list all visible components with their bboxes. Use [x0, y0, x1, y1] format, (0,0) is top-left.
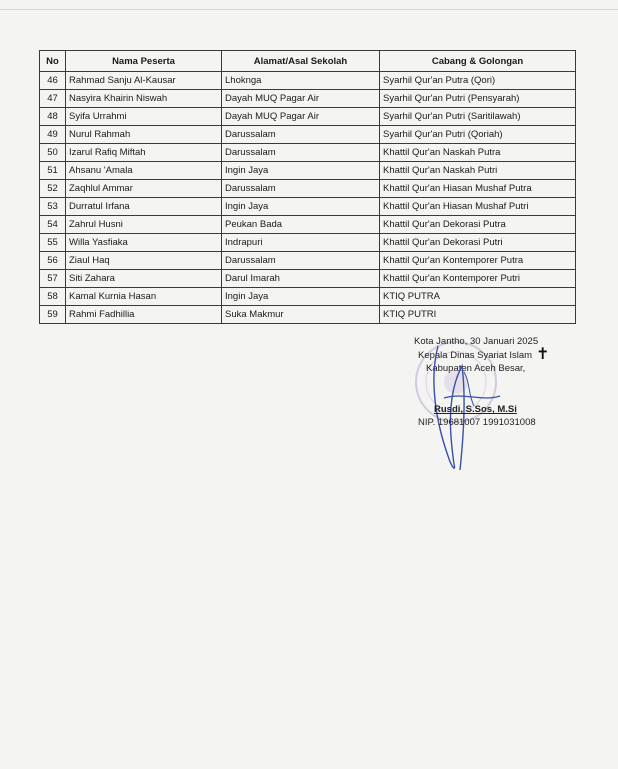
- table-row: [40, 288, 576, 306]
- cell-branch: Khattil Qur'an Dekorasi Putri: [380, 234, 576, 252]
- cell-branch: Syarhil Qur'an Putra (Qori): [380, 72, 576, 90]
- header-no: No: [40, 51, 66, 72]
- table-row: [40, 162, 576, 180]
- cell-name: Zahrul Husni: [66, 216, 222, 234]
- cell-name: Nasyira Khairin Niswah: [66, 90, 222, 108]
- signature-block: [404, 336, 574, 486]
- cell-branch: Khattil Qur'an Dekorasi Putra: [380, 216, 576, 234]
- cell-address: Suka Makmur: [222, 306, 380, 324]
- cell-address: Dayah MUQ Pagar Air: [222, 90, 380, 108]
- cell-address: Lhoknga: [222, 72, 380, 90]
- cell-no: 54: [40, 216, 66, 234]
- cell-address: Ingin Jaya: [222, 288, 380, 306]
- cell-name: Kamal Kurnia Hasan: [66, 288, 222, 306]
- table-row: [40, 180, 576, 198]
- cell-no: 46: [40, 72, 66, 90]
- cell-name: Ziaul Haq: [66, 252, 222, 270]
- table-row: [40, 144, 576, 162]
- signature-date-line: Kota Jantho, 30 Januari 2025: [414, 336, 539, 347]
- cell-name: Siti Zahara: [66, 270, 222, 288]
- table-row: [40, 270, 576, 288]
- cell-branch: Syarhil Qur'an Putri (Qoriah): [380, 126, 576, 144]
- cell-address: Ingin Jaya: [222, 198, 380, 216]
- cell-no: 59: [40, 306, 66, 324]
- cell-address: Darussalam: [222, 252, 380, 270]
- cell-branch: Syarhil Qur'an Putri (Saritilawah): [380, 108, 576, 126]
- page-top-rule: [0, 9, 618, 10]
- signature-stroke-loop: [464, 372, 474, 406]
- cell-branch: KTIQ PUTRI: [380, 306, 576, 324]
- cell-address: Darussalam: [222, 144, 380, 162]
- cell-address: Darussalam: [222, 180, 380, 198]
- table-row: [40, 252, 576, 270]
- cell-branch: Khattil Qur'an Naskah Putra: [380, 144, 576, 162]
- cell-name: Durratul Irfana: [66, 198, 222, 216]
- cell-no: 47: [40, 90, 66, 108]
- cell-name: Izarul Rafiq Miftah: [66, 144, 222, 162]
- cell-branch: Khattil Qur'an Kontemporer Putra: [380, 252, 576, 270]
- cell-no: 48: [40, 108, 66, 126]
- cell-name: Zaqhlul Ammar: [66, 180, 222, 198]
- table-row: [40, 108, 576, 126]
- participant-table: [39, 50, 576, 324]
- table-row: [40, 306, 576, 324]
- signature-role-line: Kepala Dinas Syariat Islam: [418, 350, 533, 361]
- cell-name: Rahmad Sanju Al-Kausar: [66, 72, 222, 90]
- cell-address: Peukan Bada: [222, 216, 380, 234]
- cell-no: 50: [40, 144, 66, 162]
- cell-no: 56: [40, 252, 66, 270]
- cell-name: Rahmi Fadhillia: [66, 306, 222, 324]
- cell-branch: KTIQ PUTRA: [380, 288, 576, 306]
- header-name: Nama Peserta: [66, 51, 222, 72]
- cell-address: Dayah MUQ Pagar Air: [222, 108, 380, 126]
- cross-mark-icon: ✝: [536, 346, 550, 363]
- cell-address: Indrapuri: [222, 234, 380, 252]
- cell-branch: Syarhil Qur'an Putri (Pensyarah): [380, 90, 576, 108]
- signature-region-line: Kabupaten Aceh Besar,: [426, 363, 526, 374]
- header-branch: Cabang & Golongan: [380, 51, 576, 72]
- official-name: Rusdi, S.Sos, M.Si: [434, 404, 517, 415]
- table-row: [40, 234, 576, 252]
- cell-name: Nurul Rahmah: [66, 126, 222, 144]
- cell-no: 57: [40, 270, 66, 288]
- cell-address: Ingin Jaya: [222, 162, 380, 180]
- cell-no: 51: [40, 162, 66, 180]
- table-row: [40, 126, 576, 144]
- cell-name: Syifa Urrahmi: [66, 108, 222, 126]
- table-row: [40, 90, 576, 108]
- official-nip: NIP. 19681007 1991031008: [418, 417, 536, 428]
- cell-branch: Khattil Qur'an Naskah Putri: [380, 162, 576, 180]
- table-row: [40, 216, 576, 234]
- table-header-row: [40, 51, 576, 72]
- cell-name: Ahsanu 'Amala: [66, 162, 222, 180]
- cell-no: 52: [40, 180, 66, 198]
- cell-no: 49: [40, 126, 66, 144]
- cell-address: Darussalam: [222, 126, 380, 144]
- table-row: [40, 72, 576, 90]
- cell-no: 58: [40, 288, 66, 306]
- cell-branch: Khattil Qur'an Hiasan Mushaf Putra: [380, 180, 576, 198]
- cell-no: 55: [40, 234, 66, 252]
- header-address: Alamat/Asal Sekolah: [222, 51, 380, 72]
- cell-address: Darul Imarah: [222, 270, 380, 288]
- cell-no: 53: [40, 198, 66, 216]
- cell-name: Willa Yasfiaka: [66, 234, 222, 252]
- table-row: [40, 198, 576, 216]
- cell-branch: Khattil Qur'an Hiasan Mushaf Putri: [380, 198, 576, 216]
- cell-branch: Khattil Qur'an Kontemporer Putri: [380, 270, 576, 288]
